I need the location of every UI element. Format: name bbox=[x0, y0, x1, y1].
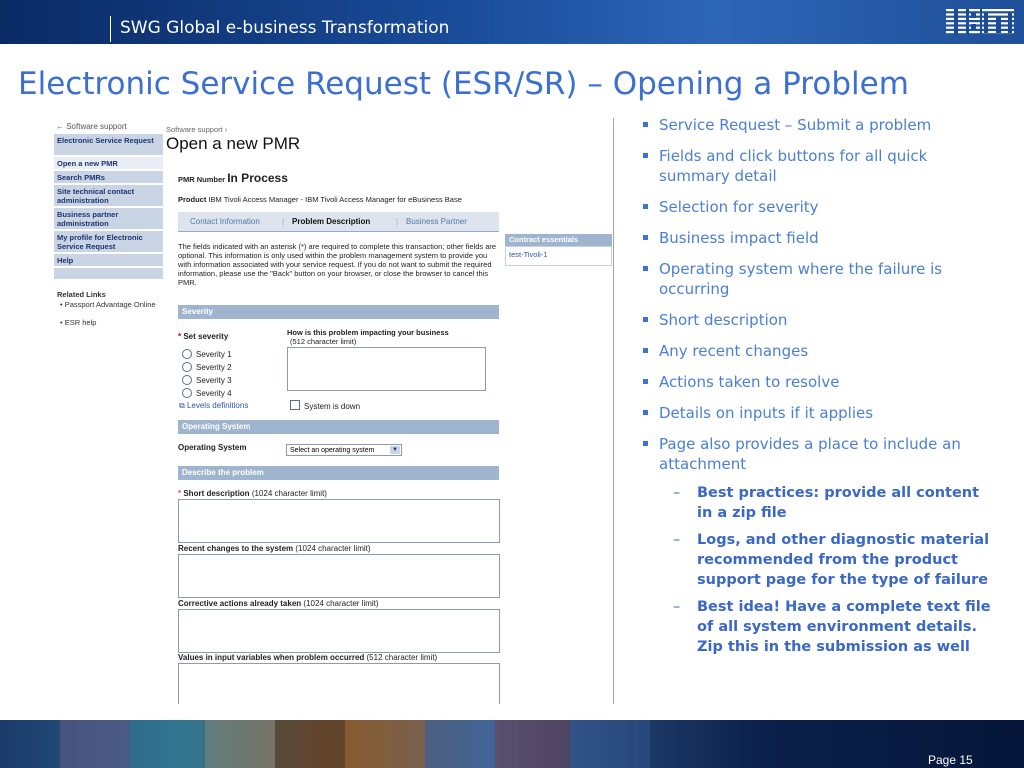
bullet-text: Short description bbox=[659, 311, 788, 329]
intro-text: The fields indicated with an asterisk (*) are required to complete this transaction; other fields are optional. This information is only used within the problem management system to provide you with information associated with your service request. If you do not want to submit the required information, please use the "Back" button on your browser, or close the browser to cancel this PMR. bbox=[178, 242, 497, 287]
corrective-actions-limit: (1024 character limit) bbox=[303, 599, 379, 608]
sub-bullet-item bbox=[642, 530, 992, 590]
bullet-text: Service Request – Submit a problem bbox=[659, 116, 932, 134]
bullet-square-icon bbox=[643, 266, 648, 271]
sub-bullet-item bbox=[642, 597, 992, 657]
footer-photo bbox=[570, 720, 650, 768]
bullet-item bbox=[642, 310, 992, 330]
esr-screenshot bbox=[52, 118, 614, 704]
bullet-square-icon bbox=[643, 122, 648, 127]
bullet-square-icon bbox=[643, 204, 648, 209]
slide-title: Electronic Service Request (ESR/SR) – Opening a Problem bbox=[18, 66, 909, 102]
footer-photo bbox=[130, 720, 205, 768]
bullet-text: Selection for severity bbox=[659, 198, 819, 216]
sidebar-spacer bbox=[54, 268, 163, 280]
pmr-number bbox=[178, 173, 288, 185]
footer-photo bbox=[275, 720, 345, 768]
short-description-label: * Short description (1024 character limit) bbox=[178, 489, 327, 498]
product-label: Product bbox=[178, 195, 207, 204]
severity-section-header: Severity bbox=[178, 305, 499, 319]
sidebar-item-site-contact[interactable]: Site technical contact administration bbox=[54, 185, 163, 207]
tab-divider-2: | bbox=[396, 217, 399, 226]
set-severity-label: * Set severity bbox=[178, 332, 229, 341]
bullet-square-icon bbox=[643, 317, 648, 322]
severity-3-radio[interactable] bbox=[182, 375, 192, 385]
bullet-list bbox=[642, 115, 992, 666]
os-select[interactable] bbox=[286, 444, 402, 456]
bullet-item bbox=[642, 146, 992, 186]
sub-bullet-text: Best idea! Have a complete text file of all system environment details. Zip this in the submission as well bbox=[697, 599, 991, 655]
bullet-square-icon bbox=[643, 379, 648, 384]
breadcrumb[interactable]: Software support › bbox=[166, 125, 228, 134]
contract-essentials-box bbox=[505, 246, 612, 266]
footer-photo bbox=[345, 720, 425, 768]
sub-bullet-text: Best practices: provide all content in a zip file bbox=[697, 485, 980, 521]
corrective-actions-label bbox=[178, 599, 379, 609]
footer-image-strip bbox=[0, 720, 1024, 768]
severity-1-label: Severity 1 bbox=[196, 350, 232, 359]
bullet-text: Operating system where the failure is occurring bbox=[659, 260, 943, 298]
describe-section-header: Describe the problem bbox=[178, 466, 499, 480]
product-line bbox=[178, 195, 462, 205]
business-impact-textarea[interactable] bbox=[287, 347, 486, 391]
footer-photo bbox=[60, 720, 130, 768]
short-description-limit: (1024 character limit) bbox=[251, 489, 327, 498]
severity-2-label: Severity 2 bbox=[196, 363, 232, 372]
bullet-text: Actions taken to resolve bbox=[659, 373, 840, 391]
bullet-item bbox=[642, 228, 992, 248]
system-down-checkbox[interactable] bbox=[290, 400, 300, 410]
ibm-logo bbox=[944, 6, 1016, 36]
bullet-text: Fields and click buttons for all quick summary detail bbox=[659, 147, 928, 185]
input-values-label bbox=[178, 653, 437, 663]
input-values-text: Values in input variables when problem occurred bbox=[178, 653, 365, 662]
tab-problem-description[interactable]: Problem Description bbox=[292, 217, 371, 226]
dash-marker: – bbox=[673, 599, 681, 615]
sidebar-item-business-partner[interactable]: Business partner administration bbox=[54, 208, 163, 230]
product-value: IBM Tivoli Access Manager - IBM Tivoli Access Manager for eBusiness Base bbox=[208, 195, 462, 204]
bullet-text: Any recent changes bbox=[659, 342, 809, 360]
tab-contact-information[interactable]: Contact Information bbox=[190, 217, 260, 226]
page-number: Page 15 bbox=[928, 753, 973, 767]
bullet-text: Business impact field bbox=[659, 229, 819, 247]
bullet-item bbox=[642, 259, 992, 299]
levels-definitions-text: Levels definitions bbox=[186, 401, 249, 410]
chevron-down-icon: ▼ bbox=[390, 446, 400, 454]
footer-photo bbox=[425, 720, 495, 768]
sub-bullet-text: Logs, and other diagnostic material recommended from the product support page for the type of failure bbox=[697, 532, 990, 588]
sidebar-item-help[interactable]: Help bbox=[54, 254, 163, 267]
recent-changes-textarea[interactable] bbox=[178, 554, 500, 598]
severity-4-radio[interactable] bbox=[182, 388, 192, 398]
software-support-back-link[interactable]: ← Software support bbox=[56, 122, 127, 131]
os-section-header: Operating System bbox=[178, 420, 499, 434]
corrective-actions-text: Corrective actions already taken bbox=[178, 599, 302, 608]
bullet-item bbox=[642, 403, 992, 423]
contract-essentials-header: Contract essentials bbox=[505, 234, 612, 246]
system-down-label: System is down bbox=[304, 402, 361, 411]
footer-photo bbox=[205, 720, 275, 768]
sidebar-item-open-pmr[interactable]: Open a new PMR bbox=[54, 157, 163, 170]
bullet-square-icon bbox=[643, 348, 648, 353]
short-description-text: Short description bbox=[183, 489, 250, 498]
bullet-text: Page also provides a place to include an attachment bbox=[659, 435, 961, 473]
page-title: Open a new PMR bbox=[166, 134, 301, 153]
footer-photo bbox=[495, 720, 570, 768]
os-select-value: Select an operating system bbox=[290, 447, 375, 454]
related-links-title: Related Links bbox=[57, 290, 106, 299]
corrective-actions-textarea[interactable] bbox=[178, 609, 500, 653]
bullet-square-icon bbox=[643, 153, 648, 158]
short-description-textarea[interactable] bbox=[178, 499, 500, 543]
external-link-icon: ⧉ bbox=[179, 401, 185, 410]
related-link-passport[interactable]: • Passport Advantage Online bbox=[60, 300, 156, 309]
severity-4-label: Severity 4 bbox=[196, 389, 232, 398]
severity-3-label: Severity 3 bbox=[196, 376, 232, 385]
sidebar-item-my-profile[interactable]: My profile for Electronic Service Request bbox=[54, 231, 163, 253]
pmr-number-value: In Process bbox=[227, 171, 288, 185]
header-title: SWG Global e-business Transformation bbox=[120, 18, 450, 38]
tab-business-partner[interactable]: Business Partner bbox=[406, 217, 467, 226]
bullet-square-icon bbox=[643, 441, 648, 446]
input-values-textarea[interactable] bbox=[178, 663, 500, 704]
impact-limit: (512 character limit) bbox=[290, 337, 357, 346]
bullet-text: Details on inputs if it applies bbox=[659, 404, 874, 422]
set-severity-text: Set severity bbox=[183, 332, 229, 341]
dash-marker: – bbox=[673, 532, 681, 548]
bullet-square-icon bbox=[643, 410, 648, 415]
tab-divider-1: | bbox=[282, 217, 285, 226]
recent-changes-label bbox=[178, 544, 371, 554]
header-divider bbox=[110, 16, 111, 42]
bullet-item bbox=[642, 197, 992, 217]
sidebar-item-esr[interactable]: Electronic Service Request bbox=[54, 134, 163, 156]
recent-changes-limit: (1024 character limit) bbox=[295, 544, 371, 553]
severity-2-radio[interactable] bbox=[182, 362, 192, 372]
sub-bullet-item bbox=[642, 483, 992, 523]
recent-changes-text: Recent changes to the system bbox=[178, 544, 294, 553]
impact-label: How is this problem impacting your business bbox=[287, 328, 449, 337]
pmr-number-label: PMR Number bbox=[178, 175, 226, 184]
dash-marker: – bbox=[673, 485, 681, 501]
bullet-item bbox=[642, 434, 992, 474]
bullet-square-icon bbox=[643, 235, 648, 240]
bullet-item bbox=[642, 115, 992, 135]
levels-definitions-link[interactable] bbox=[179, 401, 248, 411]
os-label: Operating System bbox=[178, 443, 247, 452]
severity-1-radio[interactable] bbox=[182, 349, 192, 359]
bullet-item bbox=[642, 372, 992, 392]
input-values-limit: (512 character limit) bbox=[366, 653, 438, 662]
sidebar-item-search-pmrs[interactable]: Search PMRs bbox=[54, 171, 163, 184]
related-link-esr-help[interactable]: • ESR help bbox=[60, 318, 97, 327]
bullet-item bbox=[642, 341, 992, 361]
contract-id[interactable]: test-Tivoli-1 bbox=[509, 250, 548, 259]
pmr-tabs bbox=[178, 212, 499, 232]
